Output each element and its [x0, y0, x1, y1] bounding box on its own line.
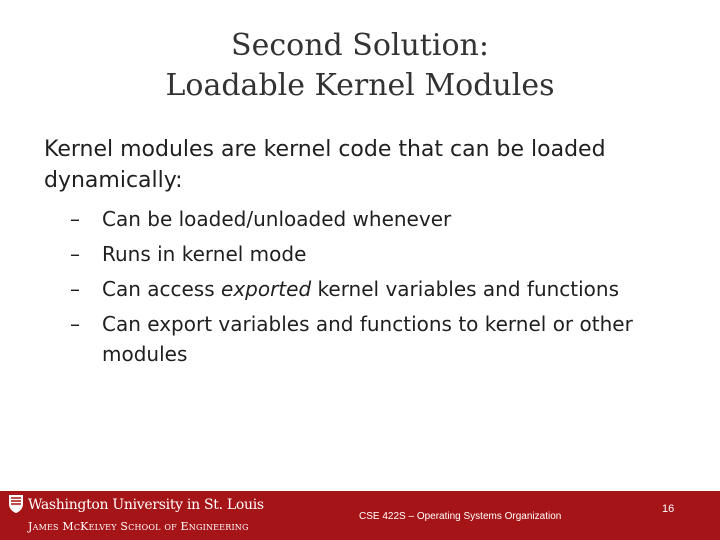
bullet-item — [70, 239, 690, 269]
bullet-text: Runs in kernel mode — [102, 242, 307, 266]
course-label: CSE 422S – Operating Systems Organization — [359, 511, 562, 522]
bullet-text: Can be loaded/unloaded whenever — [102, 207, 452, 231]
bullet-item — [70, 309, 690, 369]
dash-bullet-marker: – — [70, 207, 80, 231]
slide-title — [0, 26, 720, 106]
bullet-text-lead: Can access — [102, 277, 222, 301]
dash-bullet-marker: – — [70, 242, 80, 266]
slide-title-line-1: Second Solution: — [231, 28, 489, 63]
bullet-text-trail: kernel variables and functions — [311, 277, 620, 301]
bullet-item — [70, 204, 690, 234]
page-number: 16 — [662, 503, 675, 515]
university-logo — [8, 494, 270, 538]
footer-bar — [0, 491, 720, 540]
dash-bullet-marker: – — [70, 277, 80, 301]
bullet-list — [70, 204, 690, 374]
shield-icon — [8, 494, 24, 514]
university-name: Washington University in St. Louis — [28, 497, 264, 513]
bullet-item — [70, 274, 690, 304]
school-name: James McKelvey School of Engineering — [28, 520, 249, 533]
intro-paragraph: Kernel modules are kernel code that can be loaded dynamically: — [44, 137, 606, 193]
dash-bullet-marker: – — [70, 312, 80, 336]
slide-title-line-2: Loadable Kernel Modules — [165, 68, 555, 103]
bullet-text-emphasis: exported — [221, 277, 312, 301]
bullet-text: Can export variables and functions to kernel or other modules — [102, 312, 633, 366]
